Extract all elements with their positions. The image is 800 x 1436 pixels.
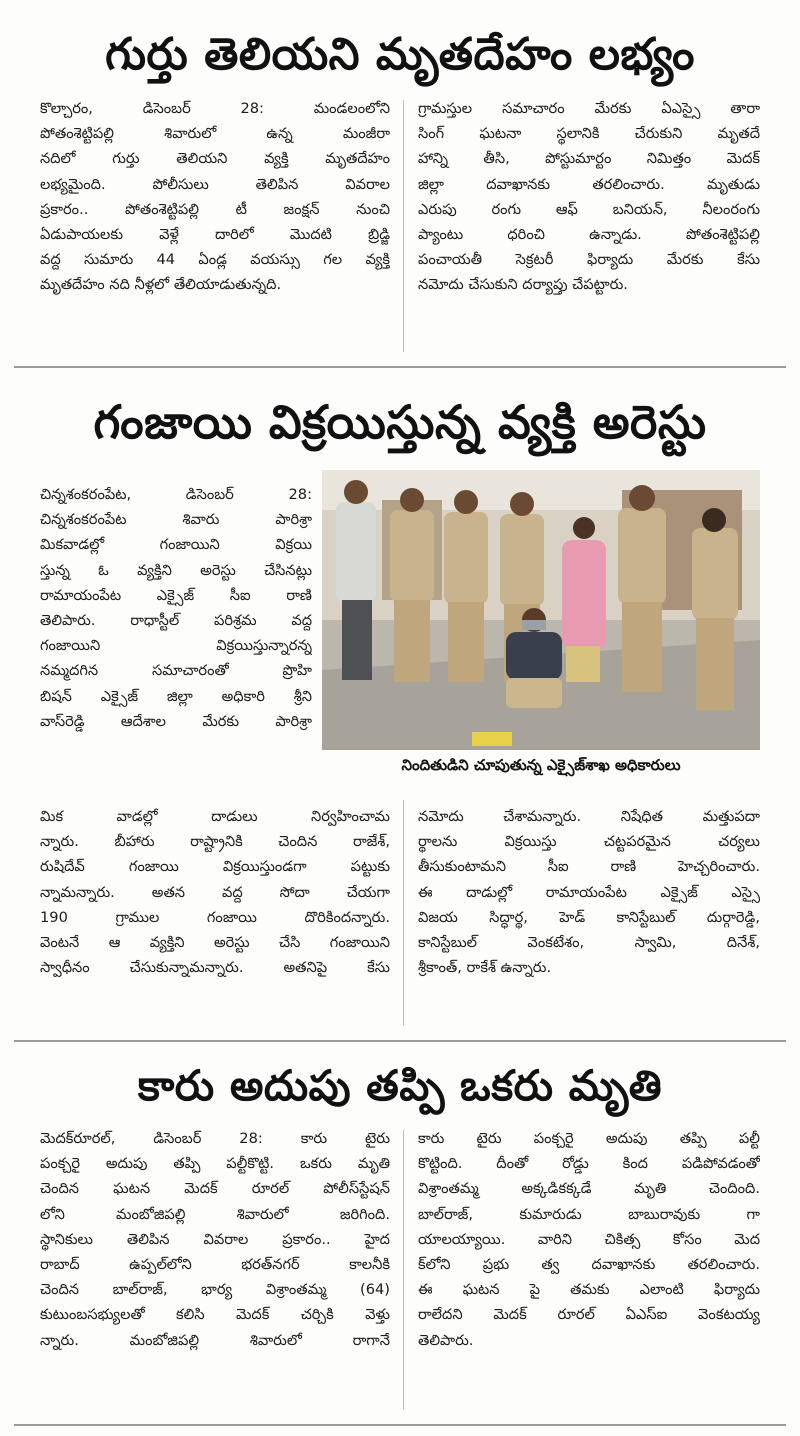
text-line: పంక్చరై అదుపు తప్పి పల్టీకొట్టి. ఒకరు మృతి [40,1155,390,1173]
section-divider [14,1040,786,1042]
text-line: నమోదు చేసుకుని దర్యాప్తు చేపట్టారు. [418,276,628,294]
text-line: రామాయంపేట ఎక్సైజ్ సీఐ రాణి [40,586,312,604]
officers-photo-illustration [322,470,760,750]
text-line: చిన్నశంకరంపేట శివారు పారిశ్రా [40,511,312,529]
text-line: ప్యాంటు ధరించి ఉన్నాడు. పోతంశెట్టిపల్లి [418,226,760,244]
text-line: రాలేదని మెదక్ రూరల్ ఏఎస్ఐ వెంకటయ్య [418,1306,760,1324]
text-line: విశ్రాంతమ్మ అక్కడికక్కడే మృతి చెందింది. [418,1180,760,1198]
article2-col2 [418,804,760,980]
text-line: న్నారు. బీహారు రాష్ట్రానికి చెందిన రాజేశ్, [40,833,390,851]
text-line: క్‌లోని ప్రభు త్వ దవాఖానకు తరలించారు. [418,1256,760,1274]
text-line: లోని మంబోజిపల్లి శివారులో జరిగింది. [40,1205,390,1223]
text-line: స్వాధీనం చేసుకున్నామన్నారు. అతనిపై కేసు [40,959,390,977]
text-line: ర్థాలను విక్రయిస్తు చట్టపరమైన చర్యలు [418,833,760,851]
text-line: శ్రీకాంత్, రాకేశ్ ఉన్నారు. [418,959,552,977]
text-line: మిక వాడల్లో దాడులు నిర్వహించామ [40,808,390,825]
text-line: బాల్‌రాజ్, కుమారుడు బాబురావుకు గా [418,1205,760,1223]
text-line: నమ్మదగిన సమాచారంతో ప్రొహి [40,662,312,680]
text-line: మికవాడల్లో గంజాయిని విక్రయి [40,536,312,554]
text-line: న్నారు. మంబోజిపల్లి శివారులో రాగానే [40,1331,390,1349]
section-divider [14,1424,786,1426]
text-line: కొల్చారం, డిసెంబర్ 28: మండలంలోని [40,100,390,117]
text-line: గంజాయిని విక్రయిస్తున్నారన్న [40,637,312,655]
text-line: సింగ్ ఘటనా స్థలానికి చేరుకుని మృతదే [418,125,760,143]
article2-headline: గంజాయి విక్రయిస్తున్న వ్యక్తి అరెస్టు [93,395,707,449]
text-line: కుటుంబసభ్యులతో కలిసి మెదక్ చర్చికి వెళ్తు [40,1306,390,1324]
article2-col1-top [40,482,312,734]
article1-col1 [40,96,390,298]
text-line: వాస్‌రెడ్డి ఆదేశాల మేరకు పారిశ్రా [40,712,312,730]
text-line: నదిలో గుర్తు తెలియని వ్యక్తి మృతదేహం [40,150,390,168]
column-divider [403,800,404,1026]
text-line: చెందిన ఘటన మెదక్ రూరల్ పోలీస్‌స్టేషన్ [40,1180,390,1198]
text-line: కొట్టింది. దీంతో రోడ్డు కింద పడిపోవడంతో [418,1155,760,1173]
section-divider [14,366,786,368]
text-line: ఈ దాడుల్లో రామాయంపేట ఎక్సైజ్ ఎస్సై [418,883,760,901]
text-line: ఈ ఘటన పై తమకు ఎలాంటి ఫిర్యాదు [418,1281,760,1299]
column-divider [403,100,404,352]
text-line: నమోదు చేశామన్నారు. నిషేధిత మత్తుపదా [418,808,760,825]
text-line: చిన్నశంకరంపేట, డిసెంబర్ 28: [40,486,312,503]
text-line: బిషన్ ఎక్సైజ్ జిల్లా అధికారి శ్రీని [40,687,312,705]
text-line: ఏడుపాయలకు వెళ్లే దారిలో మొదటి బ్రిడ్జి [40,226,390,244]
text-line: కానిస్టేబుల్ వెంకటేశం, స్వామి, దినేశ్, [418,934,760,952]
article3-headline: కారు అదుపు తప్పి ఒకరు మృతి [137,1061,663,1110]
text-line: లభ్యమైంది. పోలీసులు తెలిపిన వివరాల [40,175,390,193]
text-line: న్నామన్నారు. అతన వద్ద సోదా చేయగా [40,883,390,901]
text-line: వెంటనే ఆ వ్యక్తిని అరెస్టు చేసి గంజాయిని [40,934,390,952]
news-photo [322,470,760,750]
text-line: పోతంశెట్టిపల్లి శివారులో ఉన్న మంజీరా [40,125,390,143]
article3-col2 [418,1126,760,1353]
article2-col1-bottom [40,804,390,980]
text-line: హాన్ని తీసి, పోస్టుమార్టం నిమిత్తం మెదక్ [418,150,760,168]
text-line: 190 గ్రాముల గంజాయి దొరికిందన్నారు. [40,908,390,926]
text-line: పంచాయతీ సెక్రటరీ ఫిర్యాదు మేరకు కేసు [418,251,760,269]
article1-col2 [418,96,760,298]
column-divider [403,1130,404,1410]
text-line: ప్రకారం.. పోతంశెట్టిపల్లి టీ జంక్షన్ నుంచి [40,200,390,218]
article1-headline: గుర్తు తెలియని మృతదేహం లభ్యం [105,29,695,80]
text-line: స్తున్న ఓ వ్యక్తిని అరెస్టు చేసినట్లు [40,561,312,579]
text-line: కారు టైరు పంక్చరై అదుపు తప్పి పల్టీ [418,1130,760,1147]
text-line: వద్ద సుమారు 44 ఏండ్ల వయస్సు గల వ్యక్తి [40,251,390,269]
text-line: గ్రామస్తుల సమాచారం మేరకు ఏఎస్సై తారా [418,100,760,117]
text-line: మృతదేహం నది నీళ్లలో తేలియాడుతున్నది. [40,276,282,294]
text-line: చెందిన బాల్‌రాజ్, భార్య విశ్రాంతమ్మ (64) [40,1281,390,1299]
text-line: తెలిపారు. [418,1331,474,1349]
text-line: రాబాద్ ఉప్పల్‌లోని భరత్‌నగర్ కాలనీకి [40,1256,390,1274]
text-line: ఎరుపు రంగు ఆఫ్ బనియన్, నీలంరంగు [418,200,760,218]
text-line: తీసుకుంటామని సీఐ రాణి హెచ్చరించారు. [418,858,760,876]
photo-caption: నిందితుడిని చూపుతున్న ఎక్సైజ్‌శాఖ అధికారులు [401,756,681,774]
text-line: స్థానికులు తెలిపిన వివరాల ప్రకారం.. హైద [40,1230,390,1248]
text-line: తెలిపారు. రాధాస్టీల్ పరిశ్రమ వద్ద [40,612,312,630]
article3-col1 [40,1126,390,1353]
text-line: విజయ సిద్ధార్థ, హెడ్ కానిస్టేబుల్ దుర్గారెడ్డి, [418,908,760,926]
text-line: మెదక్‌రూరల్, డిసెంబర్ 28: కారు టైరు [40,1130,390,1147]
text-line: జిల్లా దవాఖానకు తరలించారు. మృతుడు [418,175,760,193]
text-line: యాలయ్యాయి. వారిని చికిత్స కోసం మెద [418,1230,760,1248]
text-line: రుషిదేవ్ గంజాయి విక్రయిస్తుండగా పట్టుకు [40,858,390,876]
